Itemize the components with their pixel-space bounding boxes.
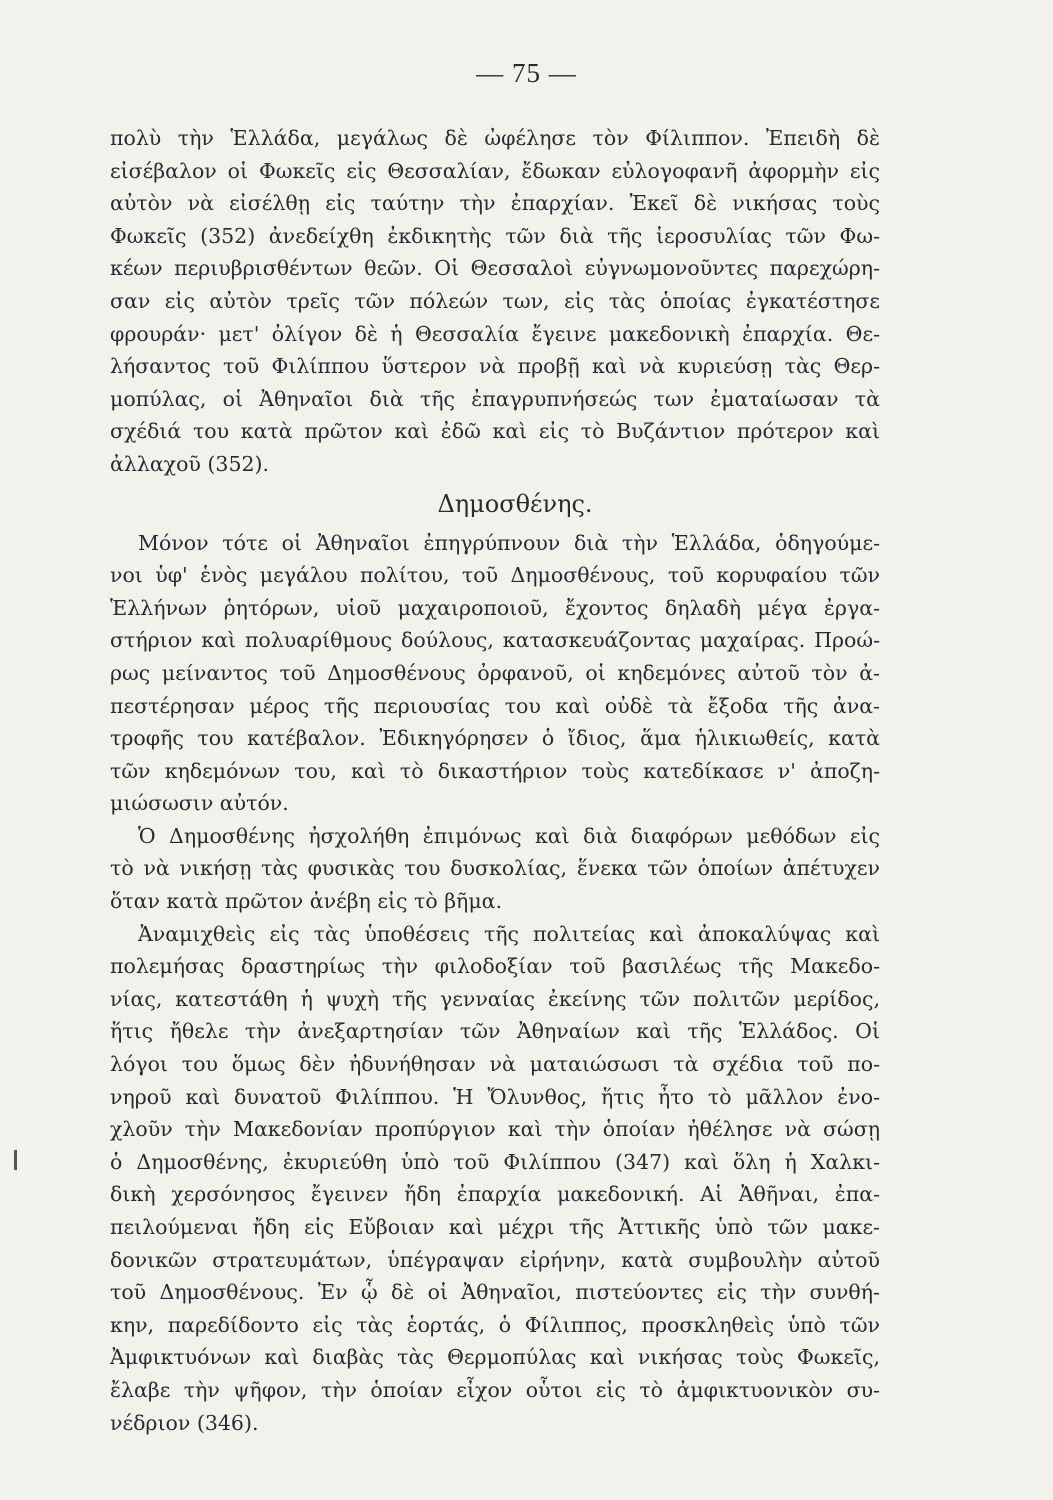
text-line: τοῦ Δημοσθένους. Ἐν ᾧ δὲ οἱ Ἀθηναῖοι, πιστεύοντες εἰς τὴν συνθή- [110, 1280, 880, 1305]
text-line: Ἑλλήνων ῥητόρων, υἱοῦ μαχαιροποιοῦ, ἔχοντος δηλαδὴ μέγα ἐργα- [110, 595, 880, 620]
text-line: Ἀμφικτυόνων καὶ διαβὰς τὰς Θερμοπύλας καὶ νικήσας τοὺς Φωκεῖς, [110, 1345, 880, 1370]
text-line: ἔλαβε τὴν ψῆφον, τὴν ὁποίαν εἶχον οὗτοι εἰς τὸ ἀμφικτυονικὸν συ- [110, 1377, 880, 1402]
text-line: εἰσέβαλον οἱ Φωκεῖς εἰς Θεσσαλίαν, ἔδωκαν εὐλογοφανῆ ἀφορμὴν εἰς [110, 158, 880, 183]
paragraph-4 [110, 918, 880, 1440]
text-line: μιώσωσιν αὐτόν. [110, 791, 289, 816]
text-line: σχέδιά του κατὰ πρῶτον καὶ ἐδῶ καὶ εἰς τὸ Βυζάντιον πρότερον καὶ [110, 419, 880, 444]
body-text [110, 122, 880, 1439]
text-line: ἥτις ἤθελε τὴν ἀνεξαρτησίαν τῶν Ἀθηναίων καὶ τῆς Ἑλλάδος. Οἱ [110, 1019, 880, 1044]
paragraph-2 [110, 527, 880, 820]
text-line: ὁ Δημοσθένης, ἐκυριεύθη ὑπὸ τοῦ Φιλίππου (347) καὶ ὅλη ἡ Χαλκι- [110, 1149, 880, 1174]
text-line: Μόνον τότε οἱ Ἀθηναῖοι ἐπηγρύπνουν διὰ τὴν Ἑλλάδα, ὁδηγούμε- [138, 530, 880, 555]
text-line: νίας, κατεστάθη ἡ ψυχὴ τῆς γενναίας ἐκείνης τῶν πολιτῶν μερίδος, [110, 986, 880, 1011]
text-line: ὅταν κατὰ πρῶτον ἀνέβη εἰς τὸ βῆμα. [110, 889, 503, 914]
text-line: ρως μείναντος τοῦ Δημοσθένους ὀρφανοῦ, οἱ κηδεμόνες αὐτοῦ τὸν ἀ- [110, 660, 880, 685]
text-line: νηροῦ καὶ δυνατοῦ Φιλίππου. Ἡ Ὄλυνθος, ἥτις ἦτο τὸ μᾶλλον ἐνο- [110, 1084, 880, 1109]
text-line: στήριον καὶ πολυαρίθμους δούλους, κατασκευάζοντας μαχαίρας. Προώ- [110, 628, 880, 653]
text-line: λόγοι του ὅμως δὲν ἠδυνήθησαν νὰ ματαιώσωσι τὰ σχέδια τοῦ πο- [110, 1052, 880, 1077]
paragraph-3 [110, 820, 880, 918]
text-line: πολεμήσας δραστηρίως τὴν φιλοδοξίαν τοῦ βασιλέως τῆς Μακεδο- [110, 954, 880, 979]
text-line: σαν εἰς αὐτὸν τρεῖς τῶν πόλεών των, εἰς τὰς ὁποίας ἐγκατέστησε [110, 288, 880, 313]
text-line: Ὁ Δημοσθένης ἠσχολήθη ἐπιμόνως καὶ διὰ διαφόρων μεθόδων εἰς [138, 823, 880, 848]
text-line: τροφῆς του κατέβαλον. Ἐδικηγόρησεν ὁ ἴδιος, ἅμα ἡλικιωθείς, κατὰ [110, 726, 880, 751]
text-line: μοπύλας, οἱ Ἀθηναῖοι διὰ τῆς ἐπαγρυπνήσεώς των ἐματαίωσαν τὰ [110, 386, 880, 411]
text-line: πολὺ τὴν Ἑλλάδα, μεγάλως δὲ ὠφέλησε τὸν Φίλιππον. Ἐπειδὴ δὲ [110, 126, 880, 150]
text-line: δονικῶν στρατευμάτων, ὑπέγραψαν εἰρήνην, κατὰ συμβουλὴν αὐτοῦ [110, 1247, 880, 1272]
text-line: ἀλλαχοῦ (352). [110, 451, 270, 476]
paragraph-1 [110, 122, 880, 481]
text-line: τὸ νὰ νικήσῃ τὰς φυσικὰς του δυσκολίας, ἕνεκα τῶν ὁποίων ἀπέτυχεν [110, 856, 880, 881]
text-line: πειλούμεναι ἤδη εἰς Εὔβοιαν καὶ μέχρι τῆς Ἀττικῆς ὑπὸ τῶν μακε- [110, 1215, 880, 1239]
text-line: λήσαντος τοῦ Φιλίππου ὕστερον νὰ προβῇ καὶ νὰ κυριεύσῃ τὰς Θερ- [110, 354, 880, 379]
section-heading: Δημοσθένης. [437, 489, 593, 518]
text-line: νοι ὑφ' ἑνὸς μεγάλου πολίτου, τοῦ Δημοσθένους, τοῦ κορυφαίου τῶν [110, 563, 880, 588]
text-line: κέων περιυβρισθέντων θεῶν. Οἱ Θεσσαλοὶ εὐγνωμονοῦντες παρεχώρη- [110, 256, 880, 281]
text-line: Ἀναμιχθεὶς εἰς τὰς ὑποθέσεις τῆς πολιτείας καὶ ἀποκαλύψας καὶ [138, 921, 880, 946]
text-line: χλοῦν τὴν Μακεδονίαν προπύργιον καὶ τὴν ὁποίαν ἠθέλησε νὰ σώσῃ [110, 1117, 880, 1142]
margin-mark [14, 1150, 17, 1170]
page-number: — 75 — [476, 58, 577, 88]
text-line: δικὴ χερσόνησος ἔγεινεν ἤδη ἐπαρχία μακεδονική. Αἱ Ἀθῆναι, ἐπα- [110, 1182, 880, 1207]
text-line: πεστέρησαν μέρος τῆς περιουσίας του καὶ οὐδὲ τὰ ἔξοδα τῆς ἀνα- [110, 693, 880, 718]
text-line: τῶν κηδεμόνων του, καὶ τὸ δικαστήριον τοὺς κατεδίκασε ν' ἀποζη- [110, 758, 880, 783]
text-line: Φωκεῖς (352) ἀνεδείχθη ἐκδικητὴς τῶν διὰ τῆς ἱεροσυλίας τῶν Φω- [110, 223, 880, 248]
text-line: νέδριον (346). [110, 1410, 259, 1435]
text-line: φρουράν· μετ' ὀλίγον δὲ ἡ Θεσσαλία ἔγεινε μακεδονικὴ ἐπαρχία. Θε- [110, 321, 880, 346]
text-line: κην, παρεδίδοντο εἰς τὰς ἑορτάς, ὁ Φίλιππος, προσκληθεὶς ὑπὸ τῶν [110, 1312, 880, 1337]
text-line: αὐτὸν νὰ εἰσέλθῃ εἰς ταύτην τὴν ἐπαρχίαν. Ἐκεῖ δὲ νικήσας τοὺς [110, 191, 880, 216]
